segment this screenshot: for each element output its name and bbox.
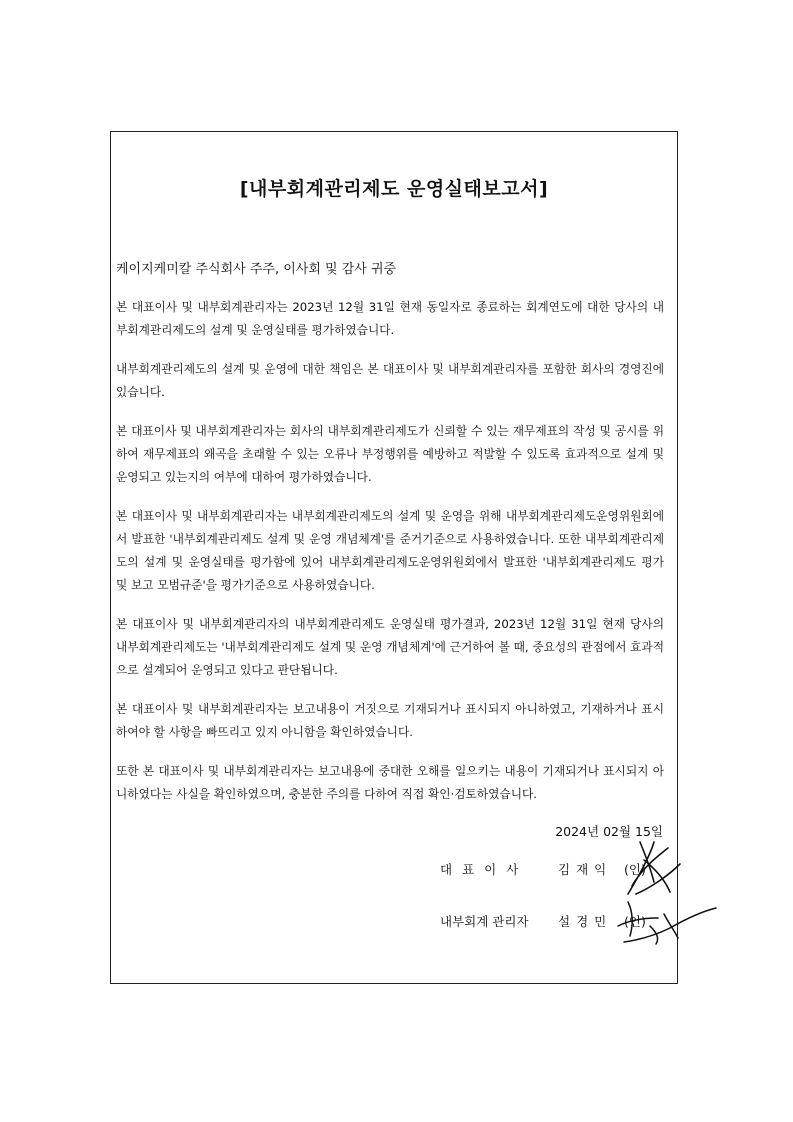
report-date: 2024년 02월 15일 xyxy=(555,824,663,839)
document-title: [내부회계관리제도 운영실태보고서] xyxy=(239,178,549,200)
signatory-name: 설경민 xyxy=(558,914,613,929)
seal-mark: (인) xyxy=(624,862,646,877)
paragraph: 본 대표이사 및 내부회계관리자는 보고내용이 거짓으로 기재되거나 표시되지 아니하였고, 기재하거나 표시하여야 할 사항을 빠뜨리고 있지 아니함을 확인하였습니다. xyxy=(116,702,664,739)
signatory-name: 김재익 xyxy=(558,862,613,877)
signatory-role: 내부회계 관리자 xyxy=(440,914,529,929)
report-body xyxy=(116,296,664,822)
signatory-role: 대표이사 xyxy=(440,862,529,877)
paragraph: 또한 본 대표이사 및 내부회계관리자는 보고내용에 중대한 오해를 일으키는 내용이 기재되거나 표시되지 아니하였다는 사실을 확인하였으며, 충분한 주의를 다하여 직접 확인·검토하였습니다. xyxy=(116,764,664,801)
addressee-line: 케이지케미칼 주식회사 주주, 이사회 및 감사 귀중 xyxy=(116,262,397,277)
seal-mark: (인) xyxy=(624,914,646,929)
ceo-signature-line xyxy=(440,860,680,878)
paragraph: 본 대표이사 및 내부회계관리자는 회사의 내부회계관리제도가 신뢰할 수 있는 재무제표의 작성 및 공시를 위하여 재무제표의 왜곡을 초래할 수 있는 오류나 부정행위를 예방하고 적발할 수 있도록 효과적으로 설계 및 운영되고 있는지의 여부에 대하여 평가하였습니다. xyxy=(116,424,664,484)
paragraph: 본 대표이사 및 내부회계관리자는 내부회계관리제도의 설계 및 운영을 위해 내부회계관리제도운영위원회에서 발표한 '내부회계관리제도 설계 및 운영 개념체계'를 준거기준으로 사용하였습니다. 또한 내부회계관리제도의 설계 및 운영실태를 평가함에 있어 내부회계관리제도운영위원회에서 발표한 '내부회계관리제도 평가 및 보고 모범규준'을 평가기준으로 사용하였습니다. xyxy=(116,509,664,592)
paragraph: 내부회계관리제도의 설계 및 운영에 대한 책임은 본 대표이사 및 내부회계관리자를 포함한 회사의 경영진에 있습니다. xyxy=(116,362,664,399)
paragraph: 본 대표이사 및 내부회계관리자는 2023년 12월 31일 현재 동일자로 종료하는 회계연도에 대한 당사의 내부회계관리제도의 설계 및 운영실태를 평가하였습니다. xyxy=(116,300,664,337)
paragraph: 본 대표이사 및 내부회계관리자의 내부회계관리제도 운영실태 평가결과, 2023년 12월 31일 현재 당사의 내부회계관리제도는 '내부회계관리제도 설계 및 운영 개념체계'에 근거하여 볼 때, 중요성의 관점에서 효과적으로 설계되어 운영되고 있다고 판단됩니다. xyxy=(116,617,664,677)
internal-control-manager-signature-line xyxy=(440,912,680,930)
